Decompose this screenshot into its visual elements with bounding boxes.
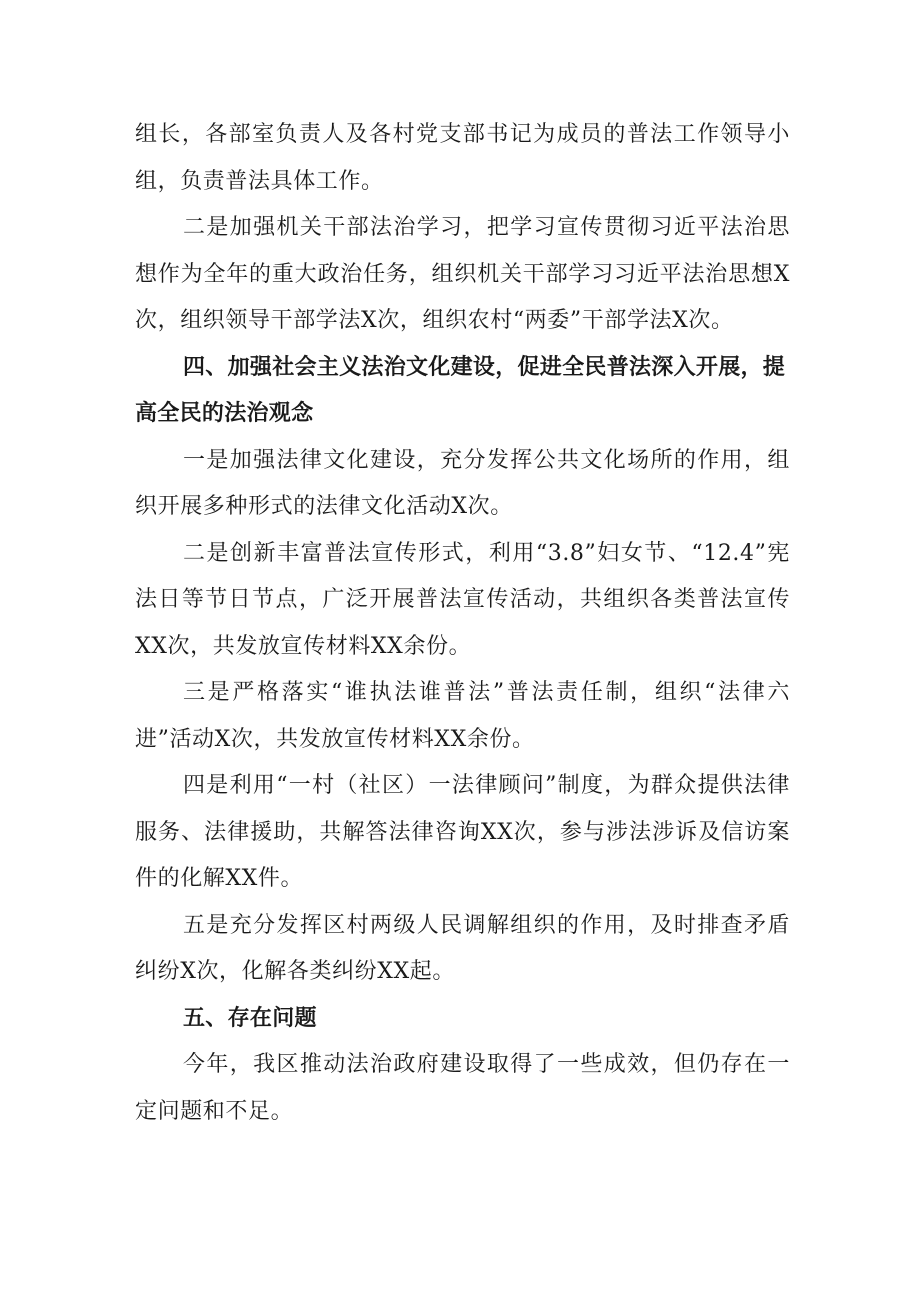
paragraph-legal-culture: 一是加强法律文化建设，充分发挥公共文化场所的作用，组织开展多种形式的法律文化活动X次。 — [135, 447, 790, 519]
paragraph-legal-advisor: 四是利用“一村（社区）一法律顾问”制度，为群众提供法律服务、法律援助，共解答法律咨询XX次，参与涉法涉诉及信访案件的化解XX件。 — [135, 773, 790, 891]
paragraph-mediation: 五是充分发挥区村两级人民调解组织的作用，及时排查矛盾纠纷X次，化解各类纠纷XX起。 — [135, 912, 790, 984]
section-heading-four: 四、加强社会主义法治文化建设，促进全民普法深入开展，提高全民的法治观念 — [135, 354, 786, 426]
paragraph-publicity-forms: 二是创新丰富普法宣传形式，利用“3.8”妇女节、“12.4”宪法日等节日节点，广泛开展普法宣传活动，共组织各类普法宣传XX次，共发放宣传材料XX余份。 — [135, 540, 790, 659]
paragraph-cadre-study: 二是加强机关干部法治学习，把学习宣传贯彻习近平法治思想作为全年的重大政治任务，组织机关干部学习习近平法治思想X次，组织领导干部学法X次，组织农村“两委”干部学法X次。 — [135, 215, 790, 333]
document-body — [135, 112, 790, 1135]
paragraph-leader-group: 组长，各部室负责人及各村党支部书记为成员的普法工作领导小组，负责普法具体工作。 — [135, 122, 790, 194]
paragraph-responsibility-system: 三是严格落实“谁执法谁普法”普法责任制，组织“法律六进”活动X次，共发放宣传材料XX余份。 — [135, 680, 790, 752]
section-heading-five: 五、存在问题 — [183, 1005, 317, 1031]
paragraph-problems: 今年，我区推动法治政府建设取得了一些成效，但仍存在一定问题和不足。 — [135, 1052, 790, 1124]
